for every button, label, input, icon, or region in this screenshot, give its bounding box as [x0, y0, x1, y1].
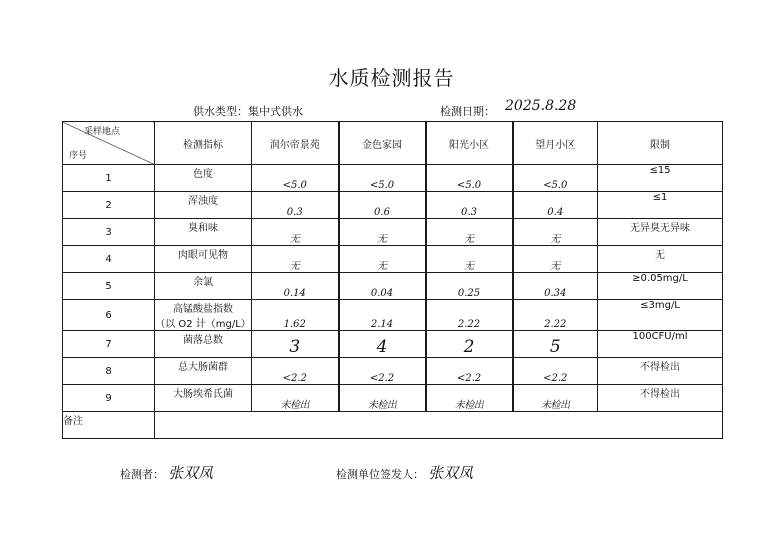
remarks-row	[63, 412, 723, 439]
value-cell: 未检出	[339, 385, 426, 412]
indicator-name: 臭和味	[155, 219, 252, 246]
value-cell: 无	[513, 219, 598, 246]
value-cell: 2.14	[339, 300, 426, 331]
row-number: 8	[63, 358, 155, 385]
value-cell: 0.14	[252, 273, 339, 300]
report-table	[62, 121, 723, 439]
limit-value: 不得检出	[598, 358, 723, 385]
indicator-header: 检测指标	[155, 122, 252, 165]
corner-cell	[63, 122, 155, 165]
table-row	[63, 192, 723, 219]
value-cell: 0.4	[513, 192, 598, 219]
supply-type-value: 集中式供水	[248, 105, 303, 118]
value-cell: 0.3	[426, 192, 513, 219]
value-cell: 未检出	[513, 385, 598, 412]
indicator-name: 余氯	[155, 273, 252, 300]
remarks-value	[155, 412, 723, 439]
limit-value: ≥0.05mg/L	[598, 273, 723, 300]
inspector	[120, 462, 213, 483]
limit-header: 限制	[598, 122, 723, 165]
row-number: 3	[63, 219, 155, 246]
remarks-label: 备注	[63, 412, 155, 439]
value-cell: 无	[426, 219, 513, 246]
indicator-name: 大肠埃希氏菌	[155, 385, 252, 412]
row-number: 2	[63, 192, 155, 219]
sequence-label: 序号	[69, 151, 88, 161]
supply-type	[193, 103, 303, 119]
value-cell: 无	[426, 246, 513, 273]
limit-value: 无异臭无异味	[598, 219, 723, 246]
site-header-3: 阳光小区	[426, 122, 513, 165]
supply-type-label: 供水类型：	[193, 105, 248, 118]
value-cell: 无	[339, 219, 426, 246]
table-row	[63, 331, 723, 358]
value-cell: <5.0	[513, 165, 598, 192]
inspector-signature: 张双凤	[168, 464, 214, 482]
value-cell: 0.25	[426, 273, 513, 300]
table-row	[63, 273, 723, 300]
value-cell: <2.2	[426, 358, 513, 385]
limit-value: 不得检出	[598, 385, 723, 412]
value-cell: <5.0	[339, 165, 426, 192]
value-cell: 0.6	[339, 192, 426, 219]
report-title: 水质检测报告	[328, 66, 455, 90]
value-cell: 1.62	[252, 300, 339, 331]
value-cell: 无	[252, 246, 339, 273]
indicator-name: 菌落总数	[155, 331, 252, 358]
table-row	[63, 219, 723, 246]
value-cell: <2.2	[339, 358, 426, 385]
indicator-name	[155, 300, 252, 331]
value-cell: <5.0	[252, 165, 339, 192]
site-header-1: 润尔帝景苑	[252, 122, 339, 165]
table-row	[63, 246, 723, 273]
row-number: 1	[63, 165, 155, 192]
value-cell: 3	[252, 331, 339, 358]
value-cell: 5	[513, 331, 598, 358]
value-cell: 0.34	[513, 273, 598, 300]
site-header-4: 望月小区	[513, 122, 598, 165]
limit-value: ≤1	[598, 192, 723, 219]
table-row	[63, 165, 723, 192]
limit-value: 100CFU/ml	[598, 331, 723, 358]
value-cell: 2.22	[426, 300, 513, 331]
value-cell: 0.04	[339, 273, 426, 300]
limit-value: 无	[598, 246, 723, 273]
indicator-name: 总大肠菌群	[155, 358, 252, 385]
table-row	[63, 385, 723, 412]
indicator-name: 浑浊度	[155, 192, 252, 219]
indicator-name: 色度	[155, 165, 252, 192]
test-date-label: 检测日期：	[440, 105, 495, 118]
value-cell: 无	[513, 246, 598, 273]
value-cell: <2.2	[252, 358, 339, 385]
value-cell: <5.0	[426, 165, 513, 192]
value-cell: 无	[252, 219, 339, 246]
indicator-name-line1: 高锰酸盐指数	[173, 304, 233, 315]
table-row	[63, 300, 723, 331]
test-date-value: 2025.8.28	[505, 98, 577, 114]
issuer-signature: 张双凤	[428, 464, 474, 482]
value-cell: 未检出	[426, 385, 513, 412]
row-number: 4	[63, 246, 155, 273]
row-number: 9	[63, 385, 155, 412]
header-row	[63, 122, 723, 165]
site-header-2: 金色家园	[339, 122, 426, 165]
row-number: 5	[63, 273, 155, 300]
value-cell: 2	[426, 331, 513, 358]
value-cell: 未检出	[252, 385, 339, 412]
value-cell: 2.22	[513, 300, 598, 331]
value-cell: 无	[339, 246, 426, 273]
indicator-name-line2: （以 O2 计（mg/L）	[155, 319, 251, 330]
limit-value: ≤3mg/L	[598, 300, 723, 331]
value-cell: <2.2	[513, 358, 598, 385]
row-number: 6	[63, 300, 155, 331]
limit-value: ≤15	[598, 165, 723, 192]
indicator-name: 肉眼可见物	[155, 246, 252, 273]
value-cell: 0.3	[252, 192, 339, 219]
row-number: 7	[63, 331, 155, 358]
issuer	[336, 462, 473, 483]
issuer-label: 检测单位签发人：	[336, 468, 424, 481]
value-cell: 4	[339, 331, 426, 358]
sampling-site-label: 采样地点	[83, 127, 120, 137]
table-row	[63, 358, 723, 385]
inspector-label: 检测者：	[120, 468, 164, 481]
